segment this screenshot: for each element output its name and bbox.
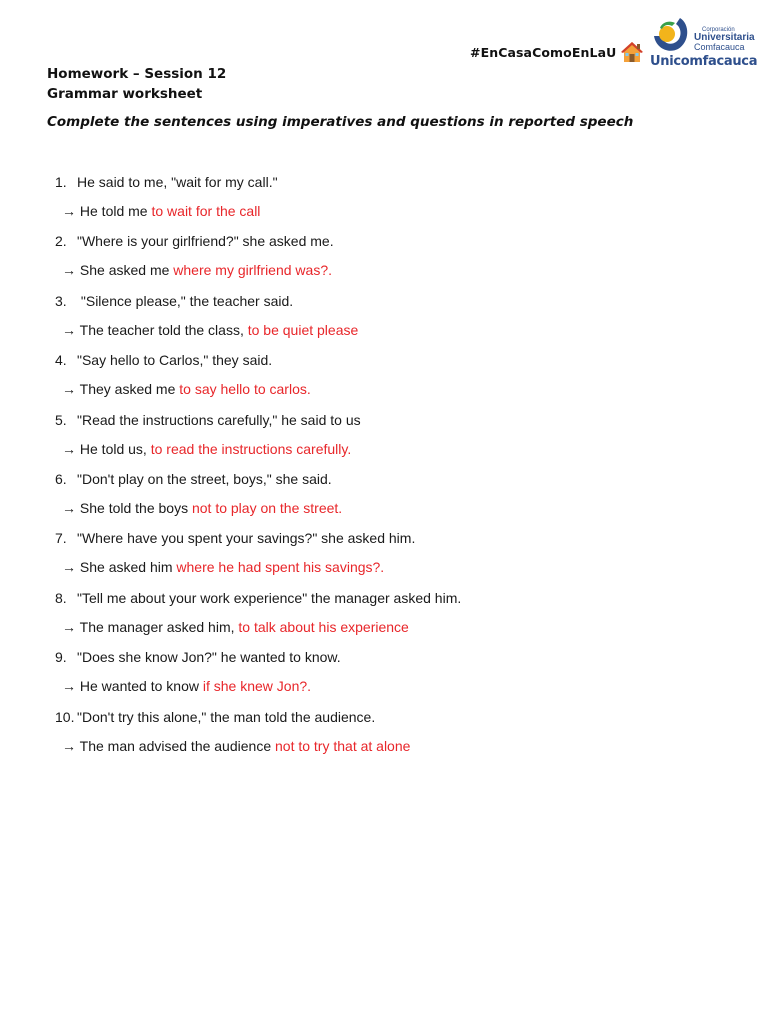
logo-universitaria-text: Universitaria [694, 32, 755, 43]
exercise-question: "Does she know Jon?" he wanted to know. [77, 649, 341, 666]
exercise-question: "Don't try this alone," the man told the audience. [77, 708, 376, 725]
exercise-answer: if she knew Jon?. [202, 678, 312, 695]
exercise-number: 9. [55, 649, 67, 666]
document-title: Homework – Session 12 [47, 66, 227, 82]
exercise-question: "Read the instructions carefully," he said to us [77, 411, 361, 428]
arrow-right-icon: → [62, 381, 76, 398]
exercise-question: "Silence please," the teacher said. [77, 292, 294, 309]
exercise-question: "Say hello to Carlos," they said. [77, 352, 273, 369]
exercise-question-line [55, 171, 278, 193]
exercise-number: 8. [55, 589, 67, 606]
exercise-number: 6. [55, 470, 67, 487]
arrow-right-icon: → [62, 321, 76, 338]
exercise-answer-line [62, 556, 384, 578]
arrow-right-icon: → [62, 203, 76, 219]
exercise-answer-lead: They asked me [79, 381, 176, 398]
exercise-question-line [55, 230, 334, 252]
exercise-question-line [55, 646, 341, 668]
exercise-question-line [55, 349, 272, 371]
exercise-item [0, 349, 768, 408]
exercise-item [0, 706, 768, 765]
arrow-right-icon: → [62, 559, 76, 576]
arrow-right-icon: → [62, 678, 76, 695]
exercise-item [0, 409, 768, 468]
exercise-answer: not to try that at alone [275, 737, 411, 754]
exercise-question-line [55, 468, 332, 490]
logo-comfacauca-text: Comfacauca [694, 42, 745, 52]
exercise-item [0, 171, 768, 230]
unicomfacauca-logo [650, 14, 762, 72]
exercise-question-line [55, 290, 293, 312]
hashtag-header [470, 40, 644, 64]
exercise-item [0, 587, 768, 646]
instructions-text: Complete the sentences using imperatives and questions in reported speech [47, 114, 634, 130]
exercise-answer: not to play on the street. [191, 499, 343, 516]
arrow-right-icon: → [62, 262, 76, 279]
exercise-question: "Where have you spent your savings?" she asked him. [77, 530, 416, 547]
exercise-number: 7. [55, 530, 67, 547]
arrow-right-icon: → [62, 440, 76, 457]
exercise-question: He said to me, "wait for my call." [77, 174, 278, 190]
exercise-question-line [55, 706, 375, 728]
exercise-answer-lead: The man advised the audience [79, 737, 272, 754]
exercise-answer-lead: She told the boys [79, 499, 189, 516]
exercise-item [0, 468, 768, 527]
logo-name-text: Unicomfacauca [650, 54, 758, 69]
exercise-answer-lead: He wanted to know [79, 678, 199, 695]
exercise-answer-line [62, 259, 332, 281]
exercise-item [0, 230, 768, 289]
document-subtitle: Grammar worksheet [47, 86, 203, 102]
exercise-answer-lead: She asked me [79, 262, 170, 279]
exercise-answer-lead: The manager asked him, [79, 618, 235, 635]
exercise-number: 2. [55, 233, 67, 250]
exercise-question: "Where is your girlfriend?" she asked me. [77, 233, 334, 250]
exercise-question-line [55, 587, 461, 609]
exercise-answer-lead: He told me [79, 203, 148, 219]
exercise-answer: where my girlfriend was?. [173, 262, 333, 279]
exercise-answer-line [62, 675, 311, 697]
arrow-right-icon: → [62, 499, 76, 516]
logo-corporacion-text: Corporación [702, 27, 735, 33]
exercise-answer-line [62, 378, 311, 400]
exercise-answer-lead: The teacher told the class, [79, 321, 244, 338]
arrow-right-icon: → [62, 618, 76, 635]
exercise-answer: to say hello to carlos. [179, 381, 311, 398]
exercise-answer-line [62, 497, 342, 519]
exercise-question-line [55, 527, 415, 549]
exercise-answer-line [62, 735, 410, 757]
exercise-answer-line [62, 616, 409, 638]
exercise-answer: to wait for the call [151, 203, 261, 219]
exercise-number: 3. [55, 292, 67, 309]
logo-emblem-icon [650, 14, 692, 54]
exercise-number: 5. [55, 411, 67, 428]
exercise-answer: to read the instructions carefully. [150, 440, 352, 457]
exercise-answer-lead: He told us, [79, 440, 147, 457]
arrow-right-icon: → [62, 737, 76, 754]
exercise-question: "Tell me about your work experience" the manager asked him. [77, 589, 462, 606]
exercise-answer-lead: She asked him [79, 559, 173, 576]
exercise-answer-line [62, 438, 351, 460]
exercise-answer-line [62, 200, 260, 222]
exercise-answer: where he had spent his savings?. [176, 559, 385, 576]
exercise-number: 10. [55, 708, 75, 725]
exercise-item [0, 646, 768, 705]
exercise-item [0, 527, 768, 586]
exercise-number: 1. [55, 174, 67, 190]
exercise-number: 4. [55, 352, 67, 369]
exercise-item [0, 290, 768, 349]
exercise-question: "Don't play on the street, boys," she said. [77, 470, 332, 487]
title-block [47, 64, 226, 104]
exercise-answer: to be quiet please [247, 321, 359, 338]
exercise-answer: to talk about his experience [238, 618, 409, 635]
exercise-list [0, 171, 768, 765]
exercise-question-line [55, 409, 361, 431]
hashtag-text: #EnCasaComoEnLaU [470, 44, 617, 60]
house-icon [620, 40, 644, 64]
exercise-answer-line [62, 319, 358, 341]
